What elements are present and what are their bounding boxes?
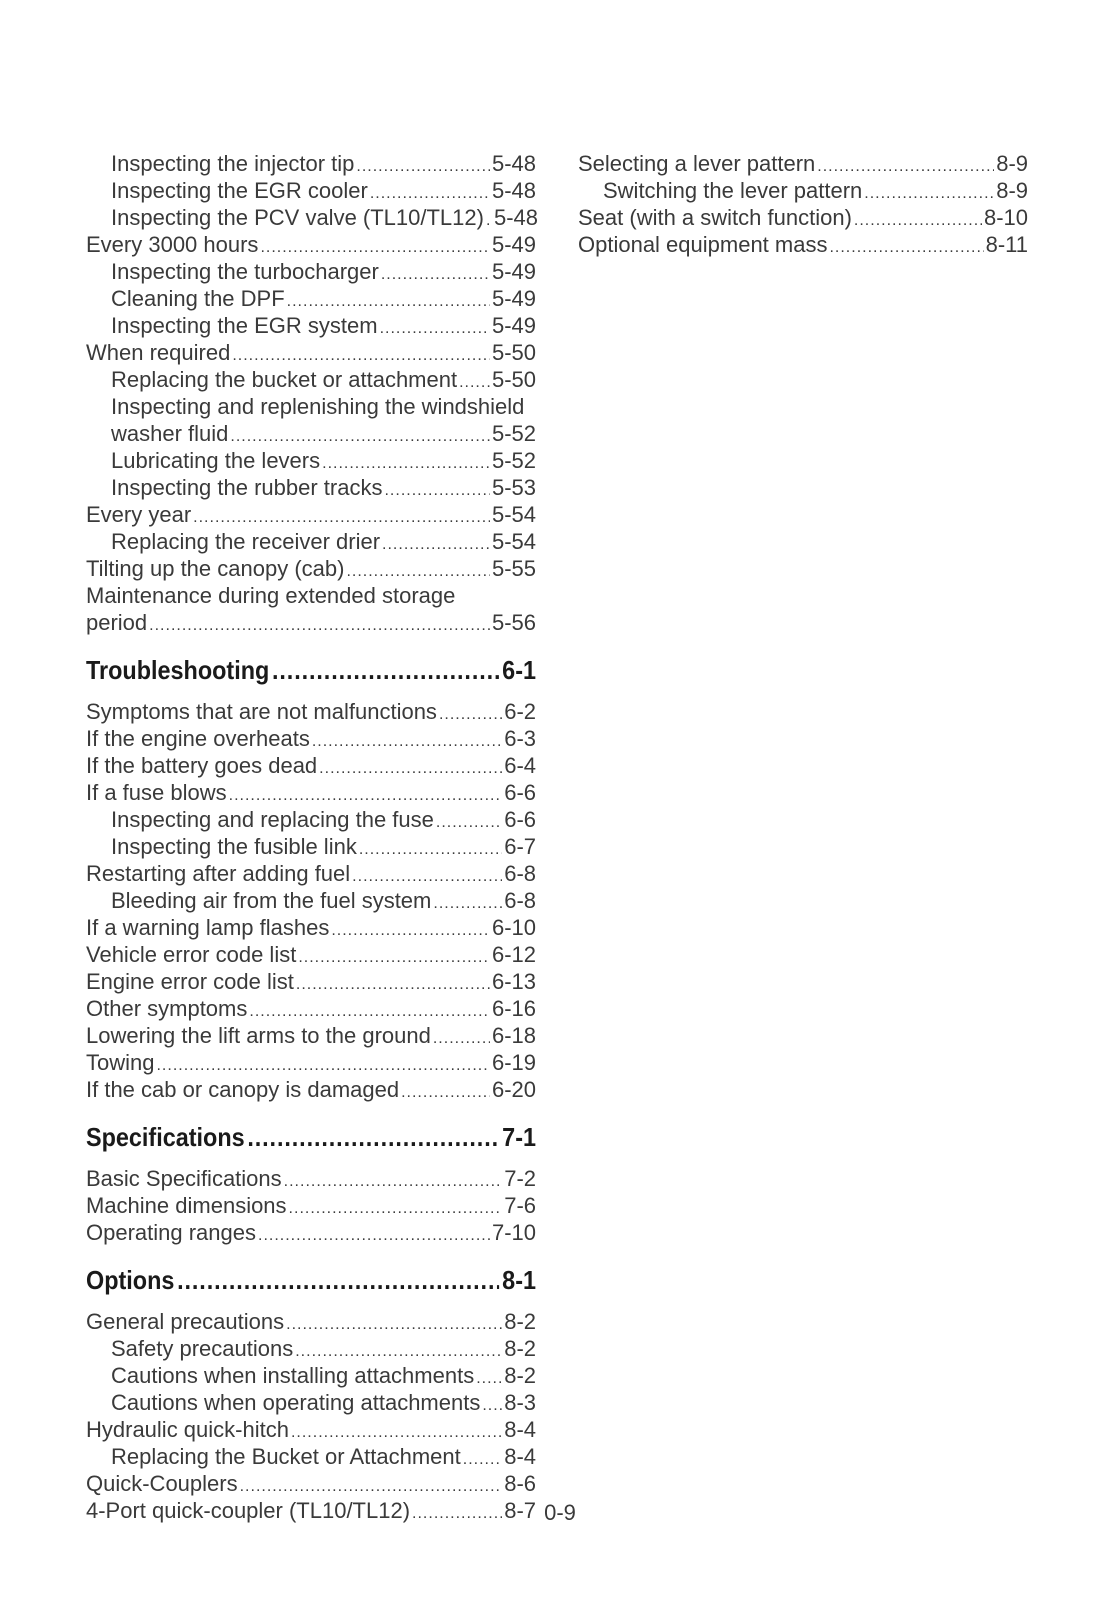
toc-entry-title: Seat (with a switch function) <box>578 205 852 230</box>
toc-entry[interactable] <box>578 231 1028 258</box>
toc-entry-title: Inspecting the injector tip <box>111 151 355 176</box>
toc-entry-page: 5-53 <box>491 475 536 500</box>
toc-entry-page: 7-10 <box>491 1220 536 1245</box>
toc-entry-page: 5-49 <box>491 259 536 284</box>
leader-dots <box>463 1446 502 1473</box>
toc-entry[interactable] <box>86 474 536 501</box>
toc-entry-title: If a warning lamp flashes <box>86 915 330 940</box>
toc-entry[interactable] <box>86 447 536 474</box>
toc-entry-title: Cleaning the DPF <box>111 286 285 311</box>
leader-dots <box>829 234 983 261</box>
toc-entry-page: 6-2 <box>504 699 536 724</box>
toc-entry[interactable] <box>86 177 536 204</box>
toc-entry-title-line[interactable]: Maintenance during extended storage <box>86 583 456 608</box>
toc-entry-page: 6-16 <box>491 996 536 1021</box>
toc-entry-title: Operating ranges <box>86 1220 256 1245</box>
toc-entry-title: Selecting a lever pattern <box>578 151 816 176</box>
toc-entry-page: 5-49 <box>491 313 536 338</box>
toc-entry[interactable] <box>86 312 536 339</box>
toc-entry-page: 8-2 <box>504 1363 536 1388</box>
toc-entry-page: 8-7 <box>504 1498 536 1523</box>
toc-entry-title: Inspecting the rubber tracks <box>111 475 383 500</box>
leader-dots <box>352 863 502 890</box>
section-title: Troubleshooting <box>86 655 270 685</box>
leader-dots <box>295 1338 502 1365</box>
leader-dots <box>289 1195 503 1222</box>
toc-entry-page: 6-13 <box>491 969 536 994</box>
leader-dots <box>482 1392 502 1419</box>
toc-entry-title: Inspecting the EGR system <box>111 313 378 338</box>
toc-entry-page: 5-48 <box>491 151 536 176</box>
toc-specifications-entries <box>86 1165 536 1246</box>
toc-entry-page: 6-12 <box>491 942 536 967</box>
toc-entry[interactable] <box>86 779 536 806</box>
section-heading-options[interactable] <box>86 1260 536 1300</box>
leader-dots <box>193 504 490 531</box>
toc-entry-title: washer fluid <box>111 421 229 446</box>
toc-entry-title: Engine error code list <box>86 969 294 994</box>
toc-entry[interactable] <box>86 806 536 833</box>
toc-entry[interactable] <box>86 1362 536 1389</box>
leader-dots <box>232 342 490 369</box>
toc-entry-page: 6-7 <box>504 834 536 859</box>
leader-dots <box>319 755 502 782</box>
toc-entry-page: 6-18 <box>491 1023 536 1048</box>
toc-entry-title: Inspecting the PCV valve (TL10/TL12) <box>111 205 484 230</box>
section-heading-troubleshooting[interactable] <box>86 650 536 690</box>
toc-entry-page: 6-6 <box>504 807 536 832</box>
toc-troubleshooting-entries <box>86 698 536 1103</box>
toc-entry-page: 6-20 <box>491 1077 536 1102</box>
toc-entry-page: 6-6 <box>504 780 536 805</box>
leader-dots <box>177 1260 499 1300</box>
toc-entry-page: 8-10 <box>983 205 1028 230</box>
leader-dots <box>433 890 502 917</box>
toc-entry-title: Tilting up the canopy (cab) <box>86 556 345 581</box>
leader-dots <box>486 207 492 234</box>
toc-entry-title: Hydraulic quick-hitch <box>86 1417 289 1442</box>
toc-entry-title: Every 3000 hours <box>86 232 259 257</box>
toc-entry-title: If the battery goes dead <box>86 753 318 778</box>
toc-entry[interactable] <box>578 177 1028 204</box>
toc-entry-title: Inspecting the EGR cooler <box>111 178 368 203</box>
toc-entry[interactable] <box>86 285 536 312</box>
page-number: 0-9 <box>544 1500 576 1525</box>
toc-entry[interactable] <box>86 555 536 582</box>
toc-entry-title: Every year <box>86 502 192 527</box>
toc-entry-title: Lowering the lift arms to the ground <box>86 1023 431 1048</box>
section-page: 6-1 <box>502 655 536 685</box>
leader-dots <box>380 315 490 342</box>
leader-dots <box>433 1025 490 1052</box>
toc-entry-title: Lubricating the levers <box>111 448 321 473</box>
toc-entry-title: Inspecting the turbocharger <box>111 259 379 284</box>
toc-entry-page: 8-2 <box>504 1309 536 1334</box>
leader-dots <box>356 153 490 180</box>
toc-entry[interactable] <box>86 1389 536 1416</box>
section-page: 8-1 <box>502 1265 536 1295</box>
leader-dots <box>156 1052 489 1079</box>
section-title: Specifications <box>86 1122 245 1152</box>
leader-dots <box>258 1222 490 1249</box>
toc-entry[interactable] <box>86 1308 536 1335</box>
leader-dots <box>272 650 499 690</box>
toc-entry[interactable] <box>86 1022 536 1049</box>
toc-entry-page: 5-54 <box>491 502 536 527</box>
section-title: Options <box>86 1265 175 1295</box>
toc-entry[interactable] <box>86 833 536 860</box>
leader-dots <box>312 728 502 755</box>
leader-dots <box>370 180 490 207</box>
leader-dots <box>149 612 490 639</box>
toc-entry-page: 8-4 <box>504 1444 536 1469</box>
toc-entry[interactable] <box>86 860 536 887</box>
toc-entry[interactable] <box>86 968 536 995</box>
toc-entry-title: Bleeding air from the fuel system <box>111 888 432 913</box>
leader-dots <box>382 531 490 558</box>
leader-dots <box>249 998 490 1025</box>
toc-entry-page: 8-3 <box>504 1390 536 1415</box>
toc-maintenance-continued <box>86 150 539 636</box>
toc-entry-page: 5-55 <box>491 556 536 581</box>
leader-dots <box>459 369 490 396</box>
toc-entry-page: 7-2 <box>504 1166 536 1191</box>
toc-entry-title-line[interactable]: Inspecting and replenishing the windshield <box>111 394 525 419</box>
toc-entry-page: 5-48 <box>493 205 539 230</box>
leader-dots <box>298 944 490 971</box>
toc-entry-title: Optional equipment mass <box>578 232 828 257</box>
leader-dots <box>287 288 490 315</box>
toc-entry[interactable] <box>86 698 536 725</box>
toc-entry[interactable] <box>86 887 536 914</box>
toc-entry-page: 5-49 <box>491 232 536 257</box>
toc-entry[interactable] <box>86 1335 536 1362</box>
toc-entry[interactable] <box>86 528 536 555</box>
leader-dots <box>359 836 502 863</box>
toc-entry-page: 6-4 <box>504 753 536 778</box>
toc-entry[interactable] <box>86 609 536 636</box>
toc-entry-title: Basic Specifications <box>86 1166 282 1191</box>
leader-dots <box>381 261 490 288</box>
toc-entry-title: Replacing the Bucket or Attachment <box>111 1444 461 1469</box>
leader-dots <box>229 782 503 809</box>
toc-right-column <box>578 150 1028 258</box>
leader-dots <box>296 971 490 998</box>
leader-dots <box>322 450 490 477</box>
leader-dots <box>476 1365 502 1392</box>
toc-entry-title: Inspecting the fusible link <box>111 834 357 859</box>
toc-entry[interactable] <box>86 204 539 231</box>
toc-entry-page: 8-6 <box>504 1471 536 1496</box>
toc-entry-page: 5-52 <box>491 448 536 473</box>
toc-entry-page: 6-8 <box>504 888 536 913</box>
toc-entry-title: General precautions <box>86 1309 285 1334</box>
leader-dots <box>401 1079 490 1106</box>
toc-entry[interactable] <box>86 150 536 177</box>
toc-entry-title: Cautions when operating attachments <box>111 1390 481 1415</box>
toc-entry[interactable] <box>578 150 1028 177</box>
toc-entry-page: 6-3 <box>504 726 536 751</box>
toc-entry[interactable] <box>86 725 536 752</box>
toc-entry-title: Replacing the bucket or attachment <box>111 367 458 392</box>
toc-entry-page: 8-4 <box>504 1417 536 1442</box>
toc-entry[interactable] <box>86 752 536 779</box>
toc-entry[interactable] <box>86 420 536 447</box>
toc-options-entries <box>86 1308 536 1524</box>
toc-entry[interactable] <box>86 1049 536 1076</box>
toc-entry-page: 8-11 <box>985 232 1028 257</box>
toc-entry-title: 4-Port quick-coupler (TL10/TL12) <box>86 1498 411 1523</box>
toc-entry-title: If the cab or canopy is damaged <box>86 1077 400 1102</box>
section-heading-specifications[interactable] <box>86 1117 536 1157</box>
toc-entry-page: 5-48 <box>491 178 536 203</box>
toc-entry-title: Switching the lever pattern <box>603 178 863 203</box>
toc-entry-page: 8-9 <box>996 151 1028 176</box>
toc-entry[interactable] <box>86 1416 536 1443</box>
toc-entry[interactable] <box>86 1076 536 1103</box>
toc-entry-page: 8-9 <box>996 178 1028 203</box>
toc-left-column <box>86 150 539 1524</box>
leader-dots <box>817 153 994 180</box>
toc-entry-title: Vehicle error code list <box>86 942 297 967</box>
toc-entry-title: When required <box>86 340 231 365</box>
toc-entry[interactable] <box>86 258 536 285</box>
leader-dots <box>346 558 490 585</box>
toc-entry[interactable] <box>86 231 536 258</box>
toc-entry-title: Replacing the receiver drier <box>111 529 381 554</box>
toc-entry-title: If a fuse blows <box>86 780 227 805</box>
leader-dots <box>439 701 502 728</box>
toc-entry[interactable] <box>86 1192 536 1219</box>
leader-dots <box>384 477 489 504</box>
toc-entry-title: If the engine overheats <box>86 726 310 751</box>
toc-entry-title: Towing <box>86 1050 155 1075</box>
toc-entry-title: Other symptoms <box>86 996 248 1021</box>
toc-entry-page: 5-50 <box>491 367 536 392</box>
toc-entry-title: Symptoms that are not malfunctions <box>86 699 437 724</box>
leader-dots <box>286 1311 502 1338</box>
toc-entry[interactable] <box>86 501 536 528</box>
toc-entry-title: Machine dimensions <box>86 1193 287 1218</box>
leader-dots <box>247 1117 499 1157</box>
leader-dots <box>240 1473 503 1500</box>
toc-entry[interactable] <box>86 995 536 1022</box>
toc-entry-title: period <box>86 610 148 635</box>
toc-entry[interactable] <box>86 1443 536 1470</box>
toc-entry-title: Inspecting and replacing the fuse <box>111 807 434 832</box>
toc-entry-page: 6-19 <box>491 1050 536 1075</box>
toc-entry-page: 5-49 <box>491 286 536 311</box>
leader-dots <box>291 1419 502 1446</box>
toc-entry[interactable] <box>86 1470 536 1497</box>
toc-entry[interactable] <box>86 941 536 968</box>
leader-dots <box>230 423 490 450</box>
toc-entry-page: 5-54 <box>491 529 536 554</box>
toc-entry-title: Restarting after adding fuel <box>86 861 351 886</box>
toc-entry[interactable] <box>86 1165 536 1192</box>
toc-entry-page: 8-2 <box>504 1336 536 1361</box>
toc-entry-page: 7-6 <box>504 1193 536 1218</box>
toc-entry-page: 5-52 <box>491 421 536 446</box>
toc-entry-page: 5-50 <box>491 340 536 365</box>
leader-dots <box>284 1168 503 1195</box>
section-page: 7-1 <box>502 1122 536 1152</box>
toc-entry-page: 5-56 <box>491 610 536 635</box>
toc-entry-page: 6-10 <box>491 915 536 940</box>
toc-entry[interactable] <box>86 1219 536 1246</box>
leader-dots <box>864 180 994 207</box>
toc-entry[interactable] <box>578 204 1028 231</box>
leader-dots <box>436 809 502 836</box>
toc-entry-title: Quick-Couplers <box>86 1471 238 1496</box>
toc-options-continued <box>578 150 1028 258</box>
toc-entry-title: Safety precautions <box>111 1336 294 1361</box>
toc-entry[interactable] <box>86 339 536 366</box>
leader-dots <box>331 917 490 944</box>
toc-entry[interactable] <box>86 366 536 393</box>
toc-entry-page: 6-8 <box>504 861 536 886</box>
leader-dots <box>854 207 982 234</box>
toc-entry[interactable] <box>86 914 536 941</box>
toc-entry-title: Cautions when installing attachments <box>111 1363 475 1388</box>
leader-dots <box>260 234 490 261</box>
